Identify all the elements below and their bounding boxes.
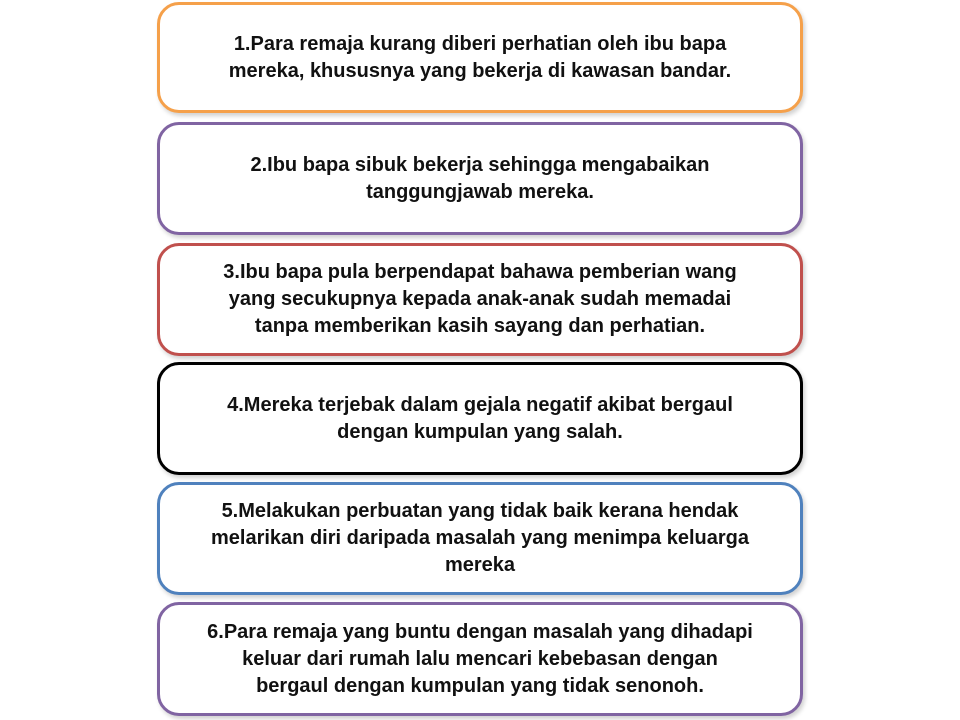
box-2 bbox=[157, 122, 803, 235]
box-3 bbox=[157, 243, 803, 356]
box-6-text: 6.Para remaja yang buntu dengan masalah yang dihadapi keluar dari rumah lalu mencari kebebasan dengan bergaul dengan kumpulan yang tidak senonoh. bbox=[207, 620, 753, 697]
box-6 bbox=[157, 602, 803, 716]
box-4 bbox=[157, 362, 803, 475]
box-5-text: 5.Melakukan perbuatan yang tidak baik kerana hendak melarikan diri daripada masalah yang menimpa keluarga mereka bbox=[211, 500, 749, 576]
box-4-text: 4.Mereka terjebak dalam gejala negatif akibat bergaul dengan kumpulan yang salah. bbox=[227, 393, 733, 443]
box-5 bbox=[157, 482, 803, 595]
box-1 bbox=[157, 2, 803, 113]
box-3-text: 3.Ibu bapa pula berpendapat bahawa pemberian wang yang secukupnya kepada anak-anak sudah memadai tanpa memberikan kasih sayang dan perhatian. bbox=[223, 261, 737, 337]
box-1-text: 1.Para remaja kurang diberi perhatian oleh ibu bapa mereka, khususnya yang bekerja di kawasan bandar. bbox=[228, 32, 732, 82]
box-2-text: 2.Ibu bapa sibuk bekerja sehingga mengabaikan tanggungjawab mereka. bbox=[250, 153, 710, 203]
